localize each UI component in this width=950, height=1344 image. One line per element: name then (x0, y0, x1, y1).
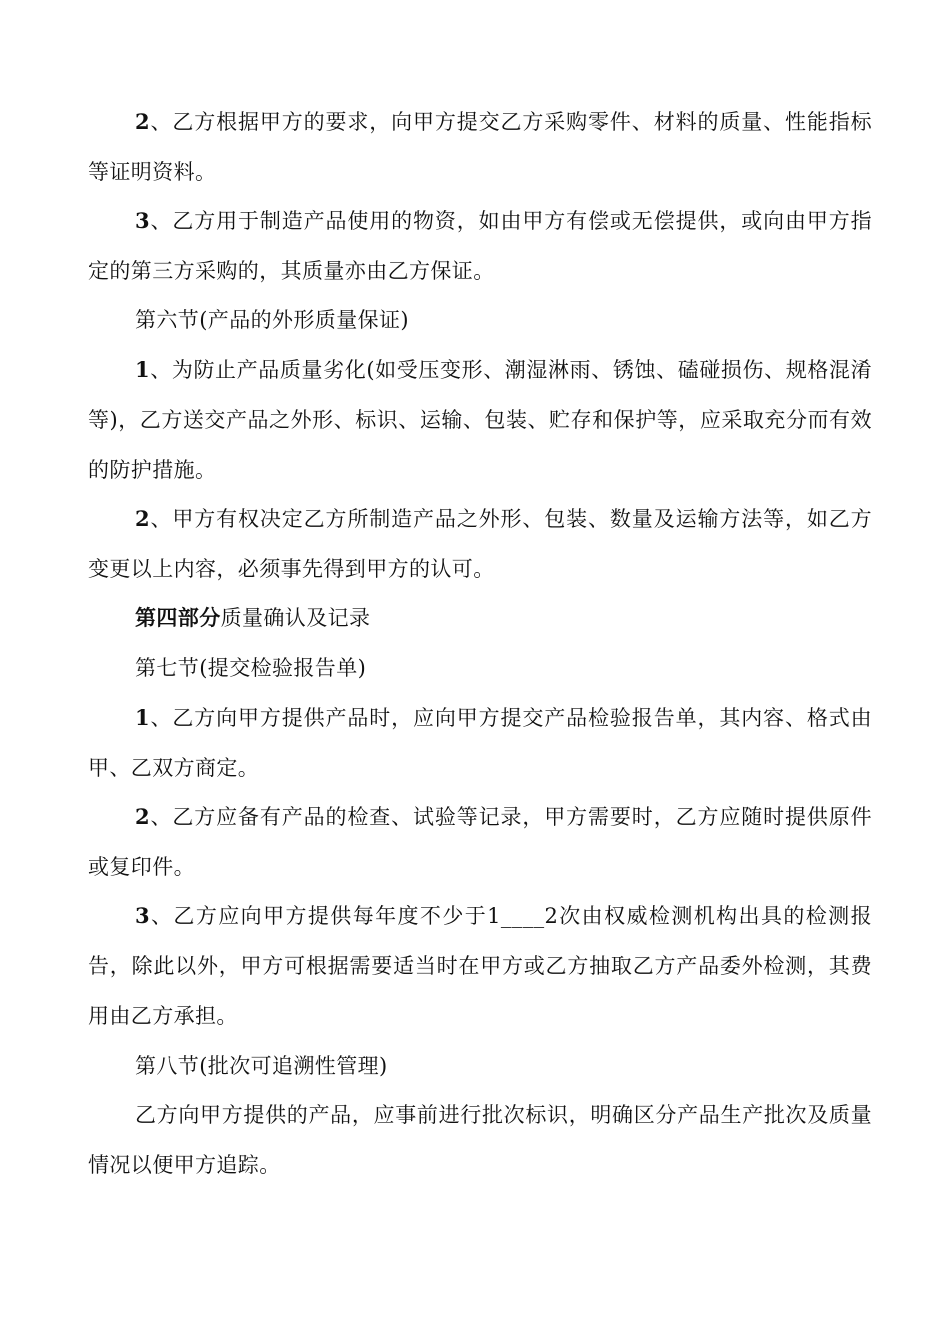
paragraph-6-1 (88, 345, 872, 495)
section-heading-6: 第六节(产品的外形质量保证) (135, 308, 409, 332)
paragraph-text: 、甲方有权决定乙方所制造产品之外形、包装、数量及运输方法等，如乙方变更以上内容，必须事先得到甲方的认可。 (88, 507, 872, 581)
paragraph-5-2 (88, 97, 872, 197)
paragraph-text: 、乙方根据甲方的要求，向甲方提交乙方采购零件、材料的质量、性能指标等证明资料。 (88, 110, 872, 184)
paragraph-number: 1 (135, 705, 151, 730)
paragraph-text: 、乙方应向甲方提供每年度不少于1____2次由权威检测机构出具的检测报告，除此以外，甲方可根据需要适当时在甲方或乙方抽取乙方产品委外检测，其费用由乙方承担。 (88, 904, 872, 1028)
part-heading-text: 质量确认及记录 (220, 606, 371, 630)
paragraph-7-1 (88, 693, 872, 793)
paragraph-number: 2 (135, 804, 151, 829)
paragraph-6-2 (88, 494, 872, 594)
paragraph-number: 3 (135, 208, 151, 233)
paragraph-text: 、乙方向甲方提供产品时，应向甲方提交产品检验报告单，其内容、格式由甲、乙双方商定。 (88, 706, 872, 780)
paragraph-8-1: 乙方向甲方提供的产品，应事前进行批次标识，明确区分产品生产批次及质量情况以便甲方追踪。 (88, 1103, 872, 1177)
paragraph-7-3 (88, 891, 872, 1041)
paragraph-text: 、乙方用于制造产品使用的物资，如由甲方有偿或无偿提供，或向由甲方指定的第三方采购的，其质量亦由乙方保证。 (88, 209, 872, 283)
paragraph-number: 1 (135, 357, 151, 382)
part-heading-4 (135, 593, 370, 643)
section-heading-7: 第七节(提交检验报告单) (135, 656, 367, 680)
paragraph-5-3 (88, 196, 872, 296)
paragraph-number: 2 (135, 506, 151, 531)
section-heading-8: 第八节(批次可追溯性管理) (135, 1054, 388, 1078)
paragraph-text: 、为防止产品质量劣化(如受压变形、潮湿淋雨、锈蚀、磕碰损伤、规格混淆等)，乙方送交产品之外形、标识、运输、包装、贮存和保护等，应采取充分而有效的防护措施。 (88, 358, 872, 482)
paragraph-number: 2 (135, 109, 151, 134)
part-heading-label: 第四部分 (135, 605, 221, 630)
paragraph-text: 、乙方应备有产品的检查、试验等记录，甲方需要时，乙方应随时提供原件或复印件。 (88, 805, 872, 879)
paragraph-number: 3 (135, 903, 151, 928)
paragraph-7-2 (88, 792, 872, 892)
